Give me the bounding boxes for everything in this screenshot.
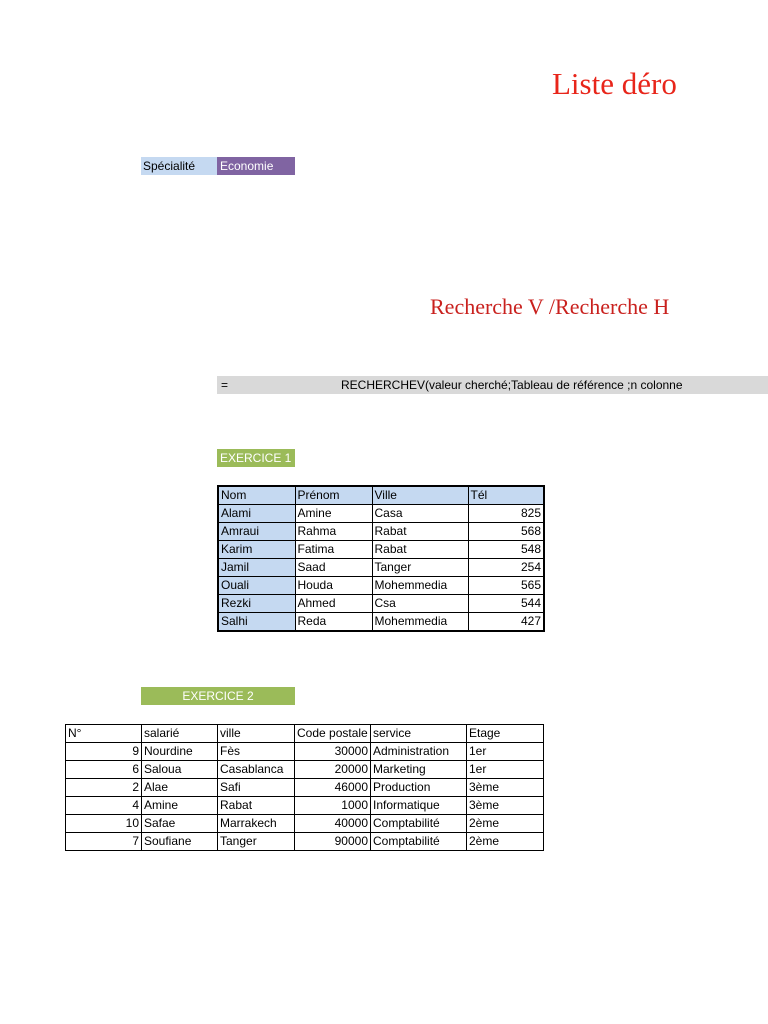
table-row xyxy=(66,815,544,833)
cell-prenom[interactable]: Saad xyxy=(295,559,372,577)
section-title-recherche: Recherche V /Recherche H xyxy=(430,294,670,319)
cell-tel[interactable]: 568 xyxy=(468,523,544,541)
cell-numero[interactable]: 10 xyxy=(66,815,142,833)
cell-etage[interactable]: 1er xyxy=(467,743,544,761)
cell-nom[interactable]: Alami xyxy=(218,505,295,523)
cell-numero[interactable]: 7 xyxy=(66,833,142,851)
specialite-label-cell[interactable]: Spécialité xyxy=(141,157,217,175)
cell-tel[interactable]: 254 xyxy=(468,559,544,577)
exercice-2-table xyxy=(65,724,544,851)
cell-code-postale[interactable]: 30000 xyxy=(295,743,371,761)
cell-service[interactable]: Administration xyxy=(371,743,467,761)
cell-nom[interactable]: Rezki xyxy=(218,595,295,613)
cell-etage[interactable]: 3ème xyxy=(467,779,544,797)
cell-prenom[interactable]: Houda xyxy=(295,577,372,595)
cell-ville[interactable]: Casa xyxy=(372,505,468,523)
header-cell[interactable]: N° xyxy=(66,725,142,743)
table-row xyxy=(218,541,544,559)
cell-salarie[interactable]: Nourdine xyxy=(142,743,218,761)
cell-ville[interactable]: Rabat xyxy=(372,541,468,559)
cell-nom[interactable]: Karim xyxy=(218,541,295,559)
formula-text-cell[interactable]: RECHERCHEV(valeur cherché;Tableau de référence ;n colonne xyxy=(341,378,683,392)
main-title: Liste déro xyxy=(552,66,677,101)
specialite-dropdown-cell[interactable]: Economie xyxy=(217,157,295,175)
cell-tel[interactable]: 544 xyxy=(468,595,544,613)
cell-ville[interactable]: Rabat xyxy=(372,523,468,541)
cell-etage[interactable]: 2ème xyxy=(467,833,544,851)
cell-service[interactable]: Informatique xyxy=(371,797,467,815)
cell-etage[interactable]: 3ème xyxy=(467,797,544,815)
table-row xyxy=(218,505,544,523)
cell-code-postale[interactable]: 40000 xyxy=(295,815,371,833)
table-row xyxy=(218,595,544,613)
cell-ville[interactable]: Tanger xyxy=(372,559,468,577)
cell-numero[interactable]: 2 xyxy=(66,779,142,797)
cell-ville[interactable]: Casablanca xyxy=(218,761,295,779)
cell-code-postale[interactable]: 20000 xyxy=(295,761,371,779)
header-cell[interactable]: Prénom xyxy=(295,486,372,505)
cell-code-postale[interactable]: 46000 xyxy=(295,779,371,797)
header-cell[interactable]: Code postale xyxy=(295,725,371,743)
header-cell[interactable]: Ville xyxy=(372,486,468,505)
table-row xyxy=(66,779,544,797)
cell-salarie[interactable]: Alae xyxy=(142,779,218,797)
table-header-row xyxy=(218,486,544,505)
cell-ville[interactable]: Mohemmedia xyxy=(372,577,468,595)
cell-tel[interactable]: 427 xyxy=(468,613,544,632)
cell-ville[interactable]: Rabat xyxy=(218,797,295,815)
cell-service[interactable]: Comptabilité xyxy=(371,815,467,833)
table-row xyxy=(66,833,544,851)
cell-code-postale[interactable]: 1000 xyxy=(295,797,371,815)
table-row xyxy=(218,577,544,595)
cell-salarie[interactable]: Saloua xyxy=(142,761,218,779)
header-cell[interactable]: Etage xyxy=(467,725,544,743)
header-cell[interactable]: Tél xyxy=(468,486,544,505)
cell-nom[interactable]: Salhi xyxy=(218,613,295,632)
table-row xyxy=(66,797,544,815)
formula-equals-cell[interactable]: = xyxy=(221,378,229,392)
cell-prenom[interactable]: Amine xyxy=(295,505,372,523)
cell-ville[interactable]: Mohemmedia xyxy=(372,613,468,632)
cell-numero[interactable]: 4 xyxy=(66,797,142,815)
cell-salarie[interactable]: Soufiane xyxy=(142,833,218,851)
header-cell[interactable]: salarié xyxy=(142,725,218,743)
cell-ville[interactable]: Fès xyxy=(218,743,295,761)
cell-service[interactable]: Marketing xyxy=(371,761,467,779)
header-cell[interactable]: ville xyxy=(218,725,295,743)
cell-etage[interactable]: 1er xyxy=(467,761,544,779)
cell-nom[interactable]: Jamil xyxy=(218,559,295,577)
cell-prenom[interactable]: Rahma xyxy=(295,523,372,541)
cell-etage[interactable]: 2ème xyxy=(467,815,544,833)
cell-prenom[interactable]: Fatima xyxy=(295,541,372,559)
cell-numero[interactable]: 9 xyxy=(66,743,142,761)
cell-service[interactable]: Comptabilité xyxy=(371,833,467,851)
cell-tel[interactable]: 548 xyxy=(468,541,544,559)
header-cell[interactable]: Nom xyxy=(218,486,295,505)
cell-ville[interactable]: Marrakech xyxy=(218,815,295,833)
cell-tel[interactable]: 565 xyxy=(468,577,544,595)
cell-salarie[interactable]: Safae xyxy=(142,815,218,833)
cell-ville[interactable]: Csa xyxy=(372,595,468,613)
exercice-2-badge[interactable]: EXERCICE 2 xyxy=(141,687,295,705)
cell-prenom[interactable]: Reda xyxy=(295,613,372,632)
cell-ville[interactable]: Safi xyxy=(218,779,295,797)
cell-nom[interactable]: Ouali xyxy=(218,577,295,595)
table-row xyxy=(218,559,544,577)
cell-prenom[interactable]: Ahmed xyxy=(295,595,372,613)
exercice-1-table xyxy=(217,485,545,632)
table-row xyxy=(218,523,544,541)
table-row xyxy=(66,743,544,761)
cell-numero[interactable]: 6 xyxy=(66,761,142,779)
cell-tel[interactable]: 825 xyxy=(468,505,544,523)
header-cell[interactable]: service xyxy=(371,725,467,743)
table-row xyxy=(66,761,544,779)
cell-code-postale[interactable]: 90000 xyxy=(295,833,371,851)
cell-ville[interactable]: Tanger xyxy=(218,833,295,851)
formula-row[interactable] xyxy=(217,376,768,394)
cell-salarie[interactable]: Amine xyxy=(142,797,218,815)
table-header-row xyxy=(66,725,544,743)
exercice-1-badge[interactable]: EXERCICE 1 xyxy=(217,449,295,467)
cell-service[interactable]: Production xyxy=(371,779,467,797)
cell-nom[interactable]: Amraui xyxy=(218,523,295,541)
table-row xyxy=(218,613,544,632)
